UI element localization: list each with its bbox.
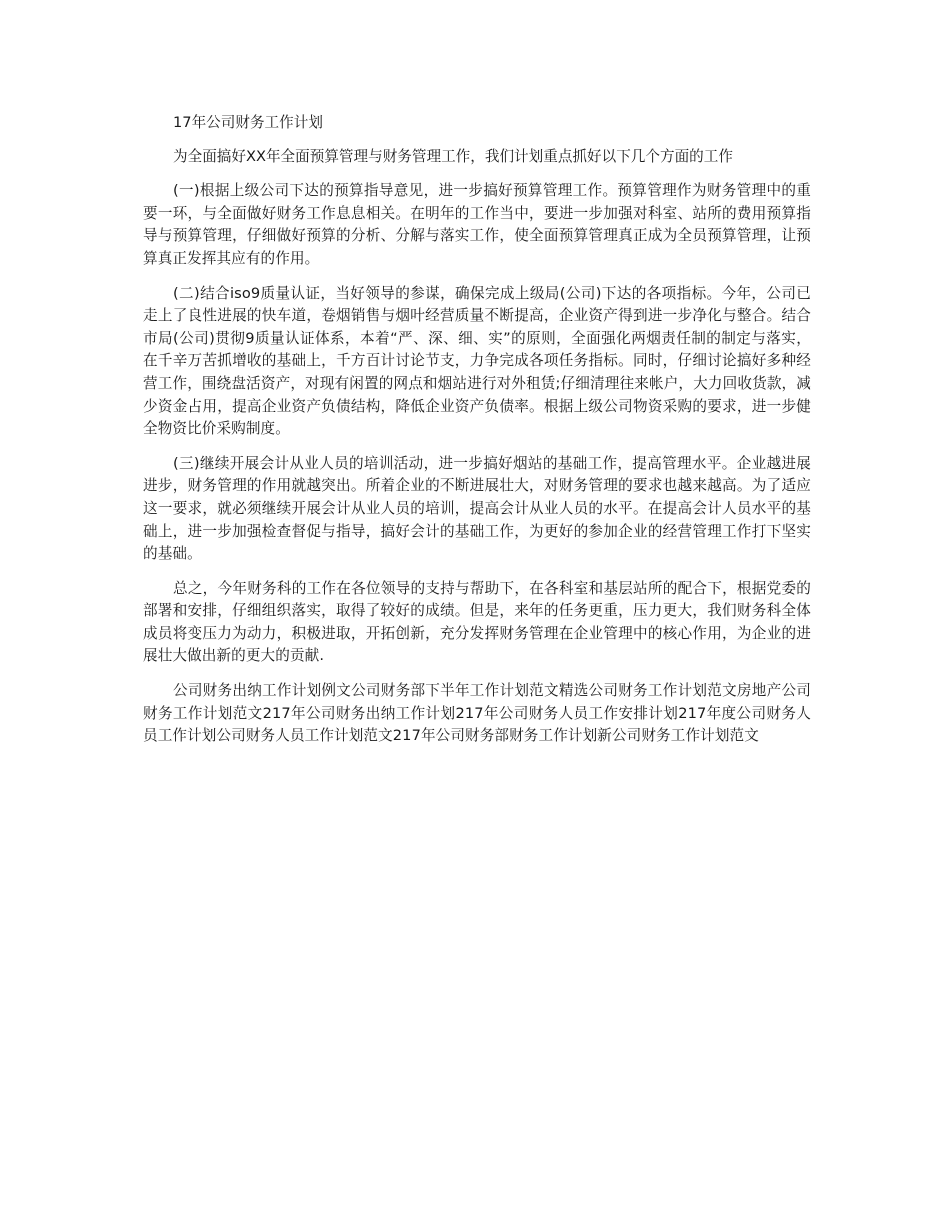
document-page [143, 112, 811, 760]
related-links-paragraph: 公司财务出纳工作计划例文公司财务部下半年工作计划范文精选公司财务工作计划范文房地产公司财务工作计划范文217年公司财务出纳工作计划217年公司财务人员工作安排计划217年度公司财务人员工作计划公司财务人员工作计划范文217年公司财务部财务工作计划新公司财务工作计划范文 [143, 682, 811, 745]
section-2-paragraph: (二)结合iso9质量认证，当好领导的参谋，确保完成上级局(公司)下达的各项指标。今年，公司已走上了良性进展的快车道，卷烟销售与烟叶经营质量不断提高，企业资产得到进一步净化与整合。结合市局(公司)贯彻9质量认证体系，本着“严、深、细、实”的原则，全面强化两烟责任制的制定与落实，在千辛万苦抓增收的基础上，千方百计讨论节支，力争完成各项任务指标。同时，仔细讨论搞好多种经营工作，围绕盘活资产，对现有闲置的网点和烟站进行对外租赁;仔细清理往来帐户，大力回收货款，减少资金占用，提高企业资产负债结构，降低企业资产负债率。根据上级公司物资采购的要求，进一步健全物资比价采购制度。 [143, 284, 811, 438]
section-1-paragraph: (一)根据上级公司下达的预算指导意见，进一步搞好预算管理工作。预算管理作为财务管理中的重要一环，与全面做好财务工作息息相关。在明年的工作当中，要进一步加强对科室、站所的费用预算指导与预算管理，仔细做好预算的分析、分解与落实工作，使全面预算管理真正成为全员预算管理，让预算真正发挥其应有的作用。 [143, 182, 811, 267]
intro-paragraph: 为全面搞好XX年全面预算管理与财务管理工作，我们计划重点抓好以下几个方面的工作 [173, 147, 733, 165]
document-title: 17年公司财务工作计划 [173, 114, 323, 131]
summary-paragraph: 总之，今年财务科的工作在各位领导的支持与帮助下，在各科室和基层站所的配合下，根据党委的部署和安排，仔细组织落实，取得了较好的成绩。但是，来年的任务更重，压力更大，我们财务科全体成员将变压力为动力，积极进取，开拓创新，充分发挥财务管理在企业管理中的核心作用，为企业的进展壮大做出新的更大的贡献. [143, 579, 811, 665]
section-3-paragraph: (三)继续开展会计从业人员的培训活动，进一步搞好烟站的基础工作，提高管理水平。企业越进展进步，财务管理的作用就越突出。所着企业的不断进展壮大，对财务管理的要求也越来越高。为了适应这一要求，就必须继续开展会计从业人员的培训，提高会计从业人员的水平。在提高会计人员水平的基础上，进一步加强检查督促与指导，搞好会计的基础工作，为更好的参加企业的经营管理工作打下坚实的基础。 [143, 454, 811, 563]
